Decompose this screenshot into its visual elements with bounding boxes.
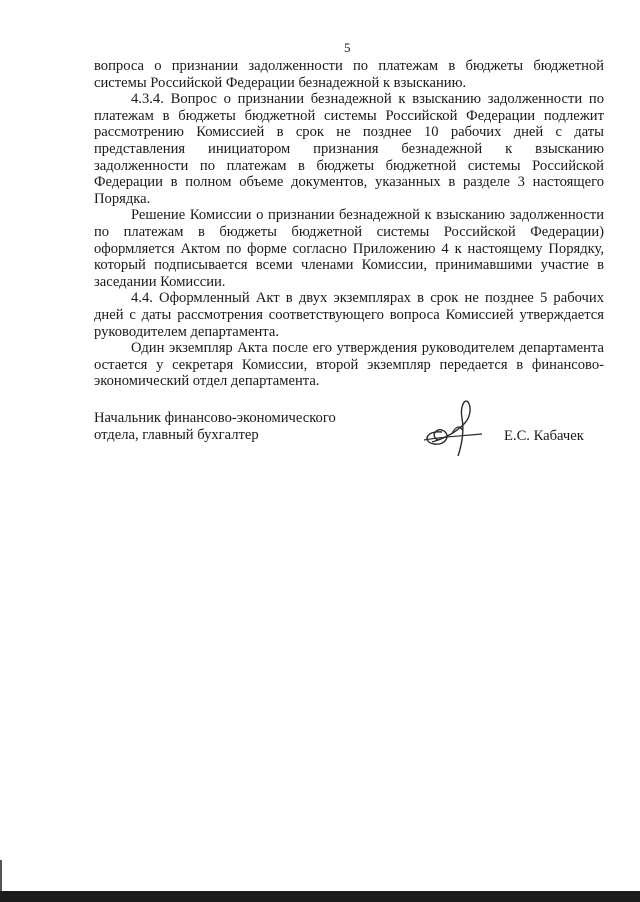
page-number: 5 (344, 40, 351, 55)
handwritten-signature (412, 390, 496, 460)
paragraph-act-copy: Один экземпляр Акта после его утверждения руководителем департамента остается у секретаря Комиссии, второй экземпляр передается в финансово-экономический отдел департамента. (94, 340, 604, 390)
signer-title (94, 410, 414, 444)
signer-title-line-1: Начальник финансово-экономического (94, 410, 336, 426)
paragraph-4-4: 4.4. Оформленный Акт в двух экземплярах в срок не позднее 5 рабочих дней с даты рассмотрения соответствующего вопроса Комиссией утверждается руководителем департамента. (94, 290, 604, 340)
scan-edge-mark (0, 860, 2, 891)
signer-title-line-2: отдела, главный бухгалтер (94, 427, 259, 443)
scan-bottom-bar (0, 891, 640, 902)
signer-name: Е.С. Кабачек (504, 428, 584, 444)
paragraph-continuation: вопроса о признании задолженности по платежам в бюджеты бюджетной системы Российской Федерации безнадежной к взысканию. (94, 58, 604, 91)
paragraph-commission-decision: Решение Комиссии о признании безнадежной к взысканию задолженности по платежам в бюджеты бюджетной системы Российской Федерации) оформляется Актом по форме согласно Приложению 4 к настоящему Порядку, который подписывается всеми членами Комиссии, принимавшими участие в заседании Комиссии. (94, 207, 604, 290)
paragraph-4-3-4: 4.3.4. Вопрос о признании безнадежной к взысканию задолженности по платежам в бюджеты бюджетной системы Российской Федерации подлежит рассмотрению Комиссией в срок не позднее 10 рабочих дней с даты представления инициатором признания безнадежной к взысканию задолженности по платежам в бюджеты бюджетной системы Российской Федерации в полном объеме документов, указанных в разделе 3 настоящего Порядка. (94, 91, 604, 207)
signature-block (94, 408, 614, 468)
document-body (94, 58, 604, 390)
